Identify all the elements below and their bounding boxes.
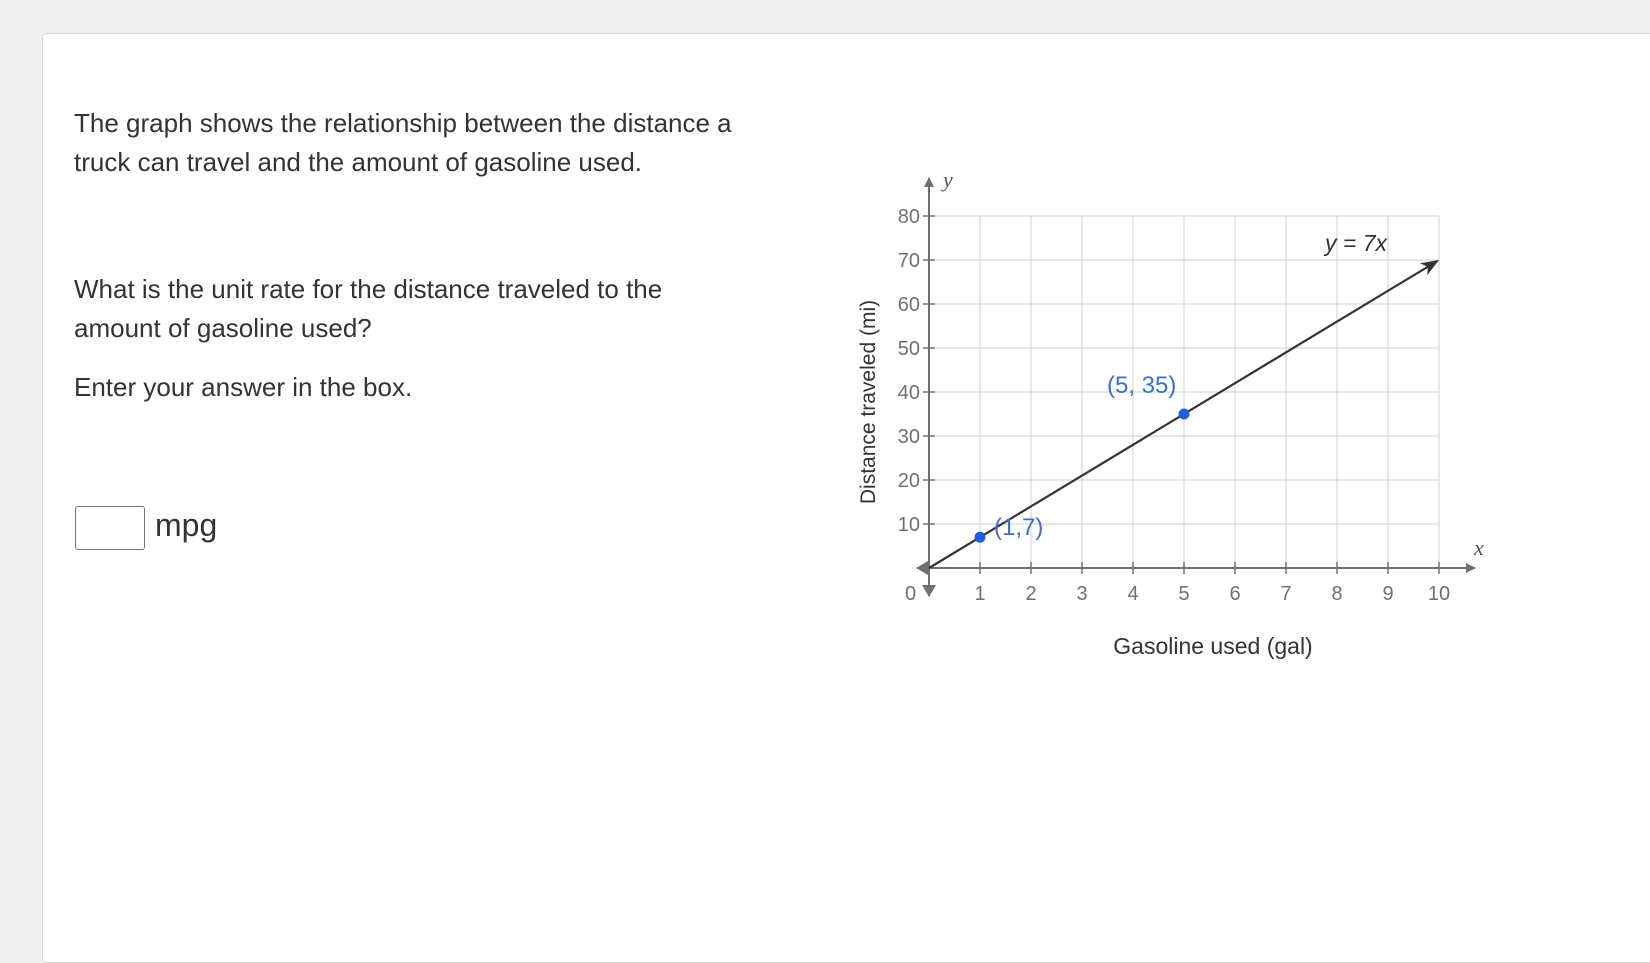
x-tick-label: 1 [974,583,986,605]
data-point [975,532,986,543]
answer-instruction: Enter your answer in the box. [74,372,413,402]
answer-unit-label: mpg [155,506,218,543]
x-tick-label: 6 [1229,583,1241,605]
x-axis-symbol: x [1474,535,1484,560]
data-point [1179,409,1190,420]
origin-label: 0 [905,583,917,605]
axis-ticks [898,206,1450,605]
y-tick-label: 50 [897,338,920,360]
y-tick-label: 80 [897,206,920,228]
y-tick-label: 40 [897,382,920,404]
x-axis-title: Gasoline used (gal) [1113,633,1313,659]
y-tick-label: 30 [897,426,920,448]
x-tick-label: 2 [1025,583,1037,605]
distance-gasoline-graph [43,34,1593,734]
question-prompt: What is the unit rate for the distance traveled to the amount of gasoline used? [74,274,663,343]
x-tick-label: 5 [1178,583,1190,605]
x-tick-label: 7 [1280,583,1292,605]
y-tick-label: 60 [897,294,920,316]
question-intro: The graph shows the relationship between the distance a truck can travel and the amount of gasoline used. [74,108,732,177]
y-tick-label: 70 [897,250,920,272]
x-tick-label: 3 [1076,583,1088,605]
series-label: y = 7x [1325,230,1388,256]
x-tick-label: 10 [1427,583,1451,605]
y-tick-label: 10 [897,514,920,536]
y-tick-label: 20 [897,470,920,492]
question-card [42,33,1650,963]
y-axis-title: Distance traveled (mi) [857,299,880,505]
x-axis-left-arrow [916,561,928,575]
point-label: (1,7) [994,514,1044,542]
point-label: (5, 35) [1107,372,1177,399]
x-tick-label: 9 [1382,583,1394,605]
y-axis-down-arrow [922,585,936,597]
y-axis-symbol: y [943,167,953,192]
x-tick-label: 4 [1127,583,1139,605]
x-tick-label: 8 [1331,583,1343,605]
